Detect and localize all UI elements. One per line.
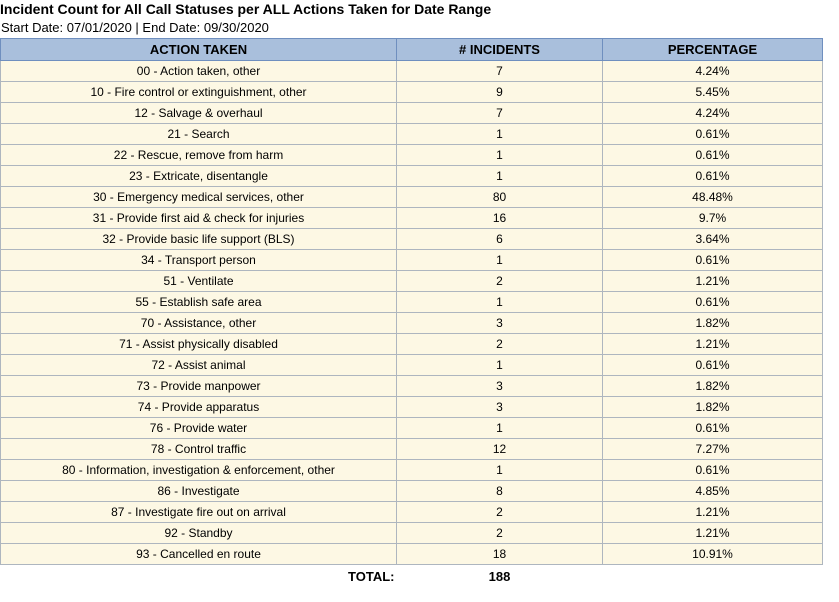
- incidents-cell: 1: [397, 250, 603, 271]
- table-row: [1, 124, 823, 145]
- table-row: [1, 208, 823, 229]
- incidents-cell: 80: [397, 187, 603, 208]
- action-cell: 34 - Transport person: [1, 250, 397, 271]
- action-cell: 30 - Emergency medical services, other: [1, 187, 397, 208]
- incidents-cell: 1: [397, 460, 603, 481]
- table-row: [1, 271, 823, 292]
- incidents-cell: 9: [397, 82, 603, 103]
- percentage-cell: 10.91%: [603, 544, 823, 565]
- percentage-cell: 7.27%: [603, 439, 823, 460]
- incidents-cell: 3: [397, 376, 603, 397]
- column-header-action-taken: ACTION TAKEN: [1, 39, 397, 61]
- total-empty-cell: [603, 565, 823, 588]
- table-row: [1, 397, 823, 418]
- percentage-cell: 3.64%: [603, 229, 823, 250]
- incidents-cell: 2: [397, 523, 603, 544]
- percentage-cell: 0.61%: [603, 292, 823, 313]
- percentage-cell: 1.21%: [603, 334, 823, 355]
- table-row: [1, 313, 823, 334]
- percentage-cell: 0.61%: [603, 145, 823, 166]
- action-cell: 23 - Extricate, disentangle: [1, 166, 397, 187]
- action-cell: 32 - Provide basic life support (BLS): [1, 229, 397, 250]
- action-cell: 22 - Rescue, remove from harm: [1, 145, 397, 166]
- incidents-cell: 3: [397, 313, 603, 334]
- table-row: [1, 61, 823, 82]
- action-cell: 10 - Fire control or extinguishment, other: [1, 82, 397, 103]
- total-row: [1, 565, 823, 588]
- percentage-cell: 1.82%: [603, 397, 823, 418]
- table-row: [1, 292, 823, 313]
- incidents-cell: 18: [397, 544, 603, 565]
- action-cell: 72 - Assist animal: [1, 355, 397, 376]
- action-cell: 80 - Information, investigation & enforcement, other: [1, 460, 397, 481]
- action-cell: 78 - Control traffic: [1, 439, 397, 460]
- table-row: [1, 544, 823, 565]
- action-cell: 74 - Provide apparatus: [1, 397, 397, 418]
- table-row: [1, 502, 823, 523]
- table-row: [1, 481, 823, 502]
- percentage-cell: 0.61%: [603, 166, 823, 187]
- table-row: [1, 376, 823, 397]
- incident-table: [0, 38, 823, 587]
- percentage-cell: 9.7%: [603, 208, 823, 229]
- percentage-cell: 4.85%: [603, 481, 823, 502]
- percentage-cell: 4.24%: [603, 61, 823, 82]
- incidents-cell: 1: [397, 355, 603, 376]
- action-cell: 87 - Investigate fire out on arrival: [1, 502, 397, 523]
- action-cell: 86 - Investigate: [1, 481, 397, 502]
- table-row: [1, 250, 823, 271]
- action-cell: 92 - Standby: [1, 523, 397, 544]
- incidents-cell: 1: [397, 166, 603, 187]
- incidents-cell: 2: [397, 334, 603, 355]
- incidents-cell: 6: [397, 229, 603, 250]
- total-value: 188: [397, 565, 603, 588]
- action-cell: 71 - Assist physically disabled: [1, 334, 397, 355]
- action-cell: 76 - Provide water: [1, 418, 397, 439]
- table-row: [1, 334, 823, 355]
- percentage-cell: 0.61%: [603, 460, 823, 481]
- table-row: [1, 166, 823, 187]
- incidents-cell: 8: [397, 481, 603, 502]
- incidents-cell: 2: [397, 502, 603, 523]
- percentage-cell: 48.48%: [603, 187, 823, 208]
- percentage-cell: 0.61%: [603, 355, 823, 376]
- table-row: [1, 355, 823, 376]
- table-row: [1, 187, 823, 208]
- action-cell: 55 - Establish safe area: [1, 292, 397, 313]
- incidents-cell: 12: [397, 439, 603, 460]
- table-row: [1, 418, 823, 439]
- table-row: [1, 82, 823, 103]
- incidents-cell: 1: [397, 124, 603, 145]
- table-row: [1, 229, 823, 250]
- incidents-cell: 7: [397, 61, 603, 82]
- action-cell: 73 - Provide manpower: [1, 376, 397, 397]
- column-header-incidents: # INCIDENTS: [397, 39, 603, 61]
- percentage-cell: 1.21%: [603, 523, 823, 544]
- percentage-cell: 1.82%: [603, 376, 823, 397]
- incidents-cell: 16: [397, 208, 603, 229]
- incidents-cell: 3: [397, 397, 603, 418]
- action-cell: 51 - Ventilate: [1, 271, 397, 292]
- date-range: Start Date: 07/01/2020 | End Date: 09/30/2020: [1, 20, 269, 35]
- incidents-cell: 7: [397, 103, 603, 124]
- table-header-row: [1, 39, 823, 61]
- table-row: [1, 439, 823, 460]
- table-body: [1, 61, 823, 588]
- percentage-cell: 1.21%: [603, 502, 823, 523]
- percentage-cell: 0.61%: [603, 418, 823, 439]
- table-row: [1, 460, 823, 481]
- percentage-cell: 1.21%: [603, 271, 823, 292]
- action-cell: 70 - Assistance, other: [1, 313, 397, 334]
- incidents-cell: 1: [397, 292, 603, 313]
- report-title: Incident Count for All Call Statuses per ALL Actions Taken for Date Range: [0, 1, 492, 17]
- table-row: [1, 523, 823, 544]
- percentage-cell: 5.45%: [603, 82, 823, 103]
- percentage-cell: 4.24%: [603, 103, 823, 124]
- column-header-percentage: PERCENTAGE: [603, 39, 823, 61]
- percentage-cell: 0.61%: [603, 124, 823, 145]
- incidents-cell: 2: [397, 271, 603, 292]
- total-label: TOTAL:: [1, 565, 397, 588]
- table-row: [1, 145, 823, 166]
- action-cell: 31 - Provide first aid & check for injuries: [1, 208, 397, 229]
- action-cell: 12 - Salvage & overhaul: [1, 103, 397, 124]
- incidents-cell: 1: [397, 418, 603, 439]
- incidents-cell: 1: [397, 145, 603, 166]
- action-cell: 21 - Search: [1, 124, 397, 145]
- table-row: [1, 103, 823, 124]
- percentage-cell: 0.61%: [603, 250, 823, 271]
- percentage-cell: 1.82%: [603, 313, 823, 334]
- action-cell: 93 - Cancelled en route: [1, 544, 397, 565]
- action-cell: 00 - Action taken, other: [1, 61, 397, 82]
